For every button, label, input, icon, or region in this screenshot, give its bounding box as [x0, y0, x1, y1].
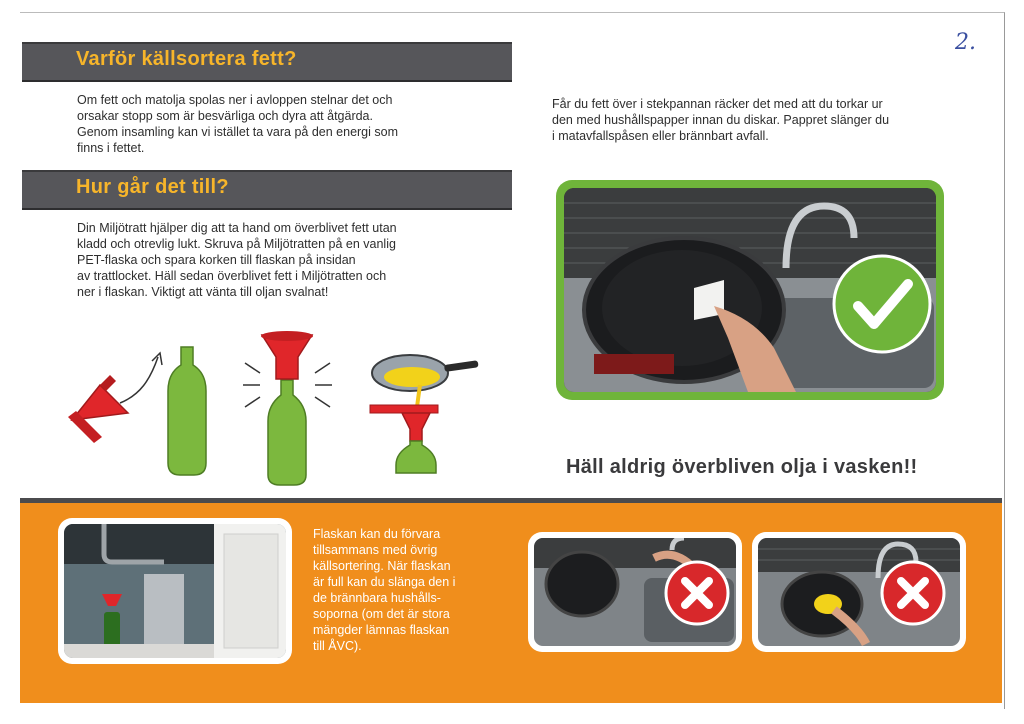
storage-tip-text — [313, 526, 489, 654]
funnel-icon — [68, 375, 128, 443]
funnel-on-bottle-icon — [243, 331, 332, 485]
text-line: PET-flaska och spara korken till flaskan på insidan — [77, 253, 356, 267]
section-why-text — [77, 92, 477, 156]
checkmark-icon — [832, 254, 932, 354]
text-line: Genom insamling kan vi istället ta vara på den energi som — [77, 125, 398, 139]
text-line: Flaskan kan du förvara — [313, 527, 441, 541]
cross-icon — [664, 560, 730, 626]
cross-icon — [880, 560, 946, 626]
page-number: 2. — [955, 30, 976, 55]
warning-heading: Häll aldrig överbliven olja i vasken!! — [566, 456, 918, 478]
text-line: orsakar stopp som är besvärliga och dyra att åtgärda. — [77, 109, 373, 123]
text-line: Får du fett över i stekpannan räcker det med att du torkar ur — [552, 97, 883, 111]
text-line: ner i flaskan. Viktigt att vänta till oljan svalnat! — [77, 285, 329, 299]
text-line: de brännbara hushålls- — [313, 591, 441, 605]
text-line: Om fett och matolja spolas ner i avloppen stelnar det och — [77, 93, 393, 107]
text-line: Din Miljötratt hjälper dig att ta hand om överblivet fett utan — [77, 221, 397, 235]
text-line: kladd och otrevlig lukt. Skruva på Miljötratten på en vanlig — [77, 237, 396, 251]
section-why-header — [22, 42, 512, 82]
section-how-header — [22, 170, 512, 210]
rinse-pan-photo — [752, 532, 966, 652]
instruction-illustrations — [50, 325, 490, 495]
text-line: tillsammans med övrig — [313, 543, 438, 557]
text-line: är full kan du slänga den i — [313, 575, 456, 589]
section-how-text — [77, 220, 477, 300]
arrow-icon — [120, 353, 162, 403]
paper-tip-text — [552, 96, 962, 144]
frying-pan-pour-icon — [370, 355, 479, 473]
wipe-pan-photo — [556, 180, 944, 400]
text-line: finns i fettet. — [77, 141, 145, 155]
text-line: mängder lämnas flaskan — [313, 623, 450, 637]
text-line: källsortering. När flaskan — [313, 559, 451, 573]
text-line: till ÅVC). — [313, 639, 362, 653]
text-line: i matavfallspåsen eller brännbart avfall. — [552, 129, 769, 143]
section-how-title: Hur går det till? — [76, 176, 229, 198]
text-line: av trattlocket. Häll sedan överblivet fett i Miljötratten och — [77, 269, 387, 283]
cabinet-storage-photo — [58, 518, 292, 664]
pour-sink-photo — [528, 532, 742, 652]
text-line: soporna (om det är stora — [313, 607, 450, 621]
text-line: den med hushållspapper innan du diskar. Pappret slänger du — [552, 113, 890, 127]
pet-bottle-icon — [168, 347, 206, 475]
section-why-title: Varför källsortera fett? — [76, 48, 297, 70]
